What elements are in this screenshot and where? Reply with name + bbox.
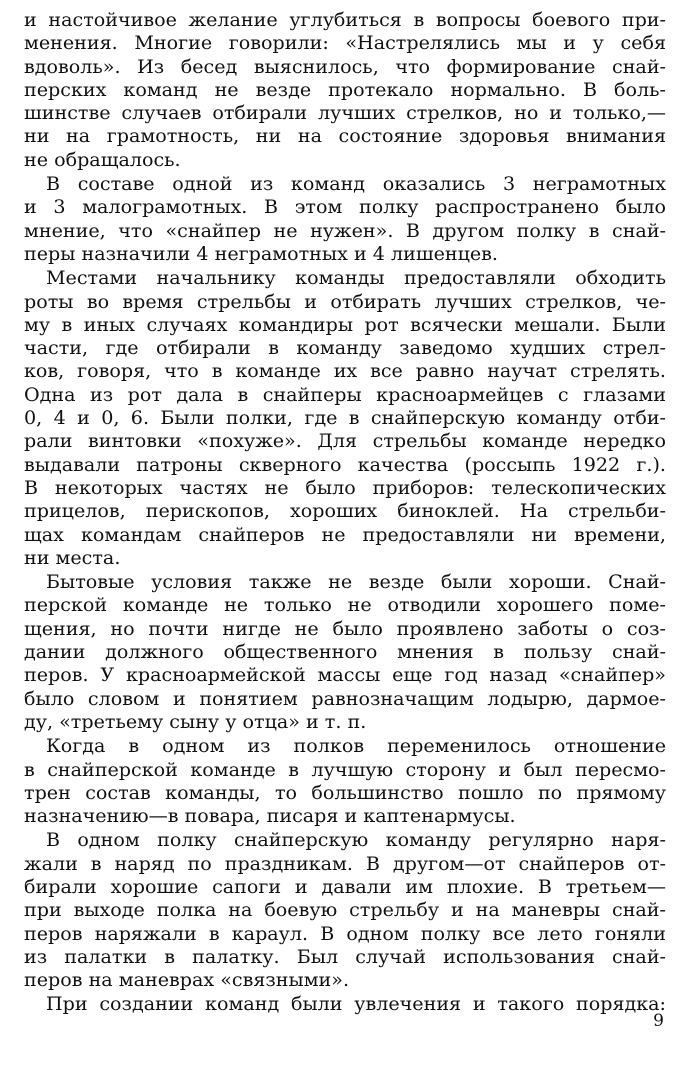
text-line: 0, 4 и 0, 6. Были полки, где в снайперскую команду отби-	[24, 406, 666, 430]
text-line: при выходе полка на боевую стрельбу и на маневры снай-	[24, 898, 666, 922]
text-line: перов на маневрах «связными».	[24, 968, 350, 992]
text-line: жали в наряд по праздникам. В другом—от снайперов от-	[24, 851, 666, 875]
text-line: Когда в одном из полков переменилось отношение	[46, 734, 666, 758]
text-line: перов наряжали в караул. В одном полку все лето гоняли	[24, 921, 666, 945]
text-line: дании должного общественного мнения в пользу снай-	[24, 640, 666, 664]
text-line: ду, «третьему сыну у отца» и т. п.	[24, 709, 367, 733]
text-line: из палатки в палатку. Был случай использования снай-	[24, 944, 666, 968]
paragraph	[24, 8, 666, 171]
text-line: бирали хорошие сапоги и давали им плохие. В третьем—	[24, 874, 666, 898]
text-line: и настойчивое желание углубиться в вопросы боевого при-	[24, 8, 666, 31]
text-line: При создании команд были увлечения и такого порядка:	[46, 992, 666, 1016]
text-line: было словом и понятием равнозначащим лодырю, дармое-	[24, 686, 666, 710]
text-line: мнение, что «снайпер не нужен». В другом полку в снай-	[24, 218, 666, 242]
body-text	[24, 8, 666, 1016]
text-line: и 3 малограмотных. В этом полку распространено было	[24, 195, 666, 219]
paragraph	[24, 266, 666, 569]
text-line: Одна из рот дала в снайперы красноармейцев с глазами	[24, 382, 666, 406]
text-line: шинстве случаев отбирали лучших стрелков, но и только,—	[24, 101, 666, 125]
text-line: перов. У красноармейской массы еще год назад «снайпер»	[24, 663, 666, 687]
text-line: Бытовые условия также не везде были хороши. Снай-	[46, 570, 666, 594]
text-line: В составе одной из команд оказались 3 неграмотных	[46, 172, 666, 196]
text-line: В одном полку снайперскую команду регулярно наря-	[46, 828, 666, 852]
text-line: вдоволь». Из бесед выяснилось, что формирование снай-	[24, 54, 666, 78]
text-line: в снайперской команде в лучшую сторону и был пересмо-	[24, 757, 666, 781]
text-line: выдавали патроны скверного качества (россыпь 1922 г.).	[24, 452, 666, 476]
text-line: ков, говоря, что в команде их все равно научат стрелять.	[24, 359, 666, 383]
text-line: перских команд не везде протекало нормально. В боль-	[24, 77, 666, 101]
text-line: щах командам снайперов не предоставляли ни времени,	[24, 522, 666, 546]
text-line: щения, но почти нигде не было проявлено заботы о соз-	[24, 616, 666, 640]
text-line: ни места.	[24, 545, 121, 569]
paragraph	[24, 172, 666, 265]
text-line: В некоторых частях не было приборов: телескопических	[24, 475, 666, 499]
paragraph	[24, 992, 666, 1015]
paragraph	[24, 734, 666, 827]
book-page	[24, 8, 666, 1017]
text-line: ни на грамотность, ни на состояние здоровья внимания	[24, 124, 666, 148]
text-line: прицелов, перископов, хороших биноклей. На стрельби-	[24, 499, 666, 523]
text-line: трен состав команды, то большинство пошло по прямому	[24, 780, 666, 804]
text-line: Местами начальнику команды предоставляли обходить	[46, 266, 666, 290]
text-line: роты во время стрельбы и отбирать лучших стрелков, че-	[24, 289, 666, 313]
paragraph	[24, 828, 666, 991]
text-line: менения. Многие говорили: «Настрелялись мы и у себя	[24, 31, 666, 55]
page-number: 9	[653, 1011, 664, 1031]
text-line: назначению—в повара, писаря и каптенармусы.	[24, 804, 516, 828]
text-line: му в иных случаях командиры рот всячески мешали. Были	[24, 312, 666, 336]
text-line: перской команде не только не отводили хорошего поме-	[24, 593, 666, 617]
text-line: не обращалось.	[24, 147, 181, 171]
text-line: части, где отбирали в команду заведомо худших стрел-	[24, 336, 666, 360]
paragraph	[24, 570, 666, 733]
text-line: перы назначили 4 неграмотных и 4 лишенцев.	[24, 241, 498, 265]
text-line: рали винтовки «похуже». Для стрельбы команде нередко	[24, 429, 666, 453]
